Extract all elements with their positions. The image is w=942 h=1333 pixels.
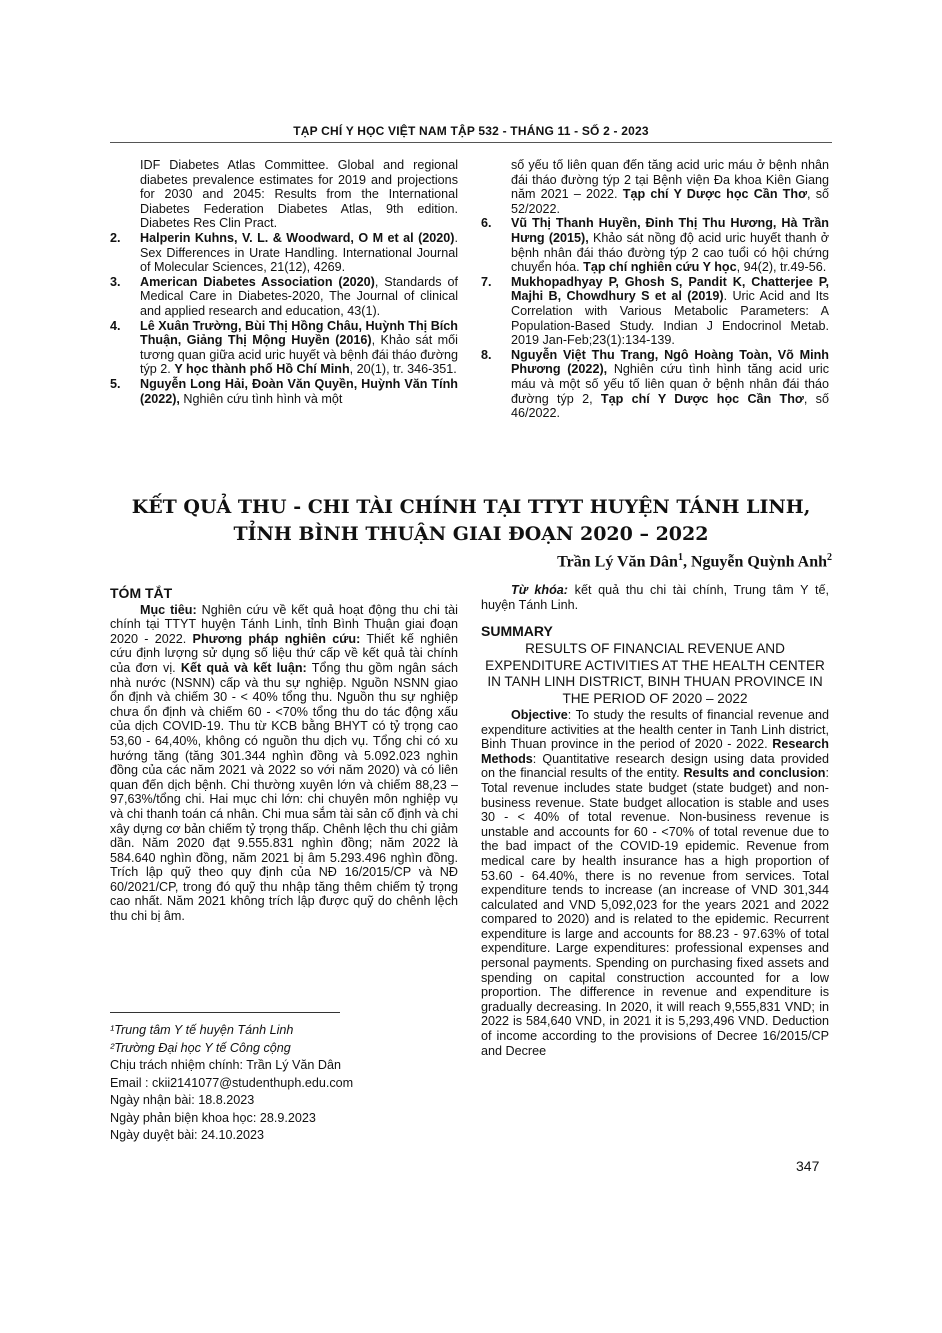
summary-heading: SUMMARY [481, 623, 553, 640]
summary-text: : Total revenue includes state budget (state budget) and non-business revenue. State budget allocation is stable and uses 30 - < 40% of total revenue. Non-business revenue is unstable and accounts for 60 - <70% of total revenue due to the bad impact of the COVID-19 epidemic. Revenue from medical care by health insurance has a high proportion of 53.60 - 64.40%, there is no revenue from services. Total expenditure tends to increase (an increase of VND 301,344 calculated and VND 5,092,023 for the years 2021 and 2022 compared to 2020) and is related to the epidemic. Recurrent expenditure is large and accounts for 88.23 - 97.63% of total expenditure. Large expenditures: professional expenses and personal payments. Spending on purchasing fixed assets and spending on capital construction accounted for a low proportion. The difference in revenue and expenditure is gradually decreasing. In 2020, it will reach 9,555,831 VND; in 2022 is 584,640 VND, in 2021 it is 5,293,496 VND. Deduction of income according to the provisions of Decree 16/2015/CP and Decree [481, 766, 829, 1058]
abstract-text: Tổng thu gồm ngân sách nhà nước (NSNN) cấp và thu sự nghiệp. Nguồn NSNN giao ổn định và chiếm 30 - < 40% tổng thu. Nguồn thu sự nghiệp chưa ổn định và chiếm 60 - <70% tổng thu do tác động xấu của dịch COVID-19. Thu từ KCB bằng BHYT có tỷ trọng cao 53,60 - 64,40%, không có nguồn thu dịch vụ. Tổng chi có xu hướng tăng (tăng 301.344 nghìn đồng và 5.092.023 nghìn đồng của các năm 2021 và 2022 so với năm 2020) và có liên quan đến dịch bệnh. Chi thường xuyên lớn và chiếm 88,23 – 97,63%/tổng chi. Hai mục chi lớn: chi chuyên môn nghiệp vụ và chi thanh toán cá nhân. Chi mua sắm tài sản cố định và chi xây dựng cơ bản chiếm tỷ trọng thấp. Chênh lệch thu chi giảm dần. Năm 2020 đạt 9.555.831 nghìn đồng; năm 2022 là 584.640 nghìn đồng, năm 2021 bị âm 5.293.496 nghìn đồng. Trích lập quỹ theo quy định của NĐ 16/2015/CP và NĐ 60/2021/CP, trong đó quỹ thu nhập tăng thêm chiếm tỷ trọng cao nhất. Năm 2021 không trích lập được quỹ do chênh lệch thu chi bị âm. [110, 660, 458, 924]
keywords-text: kết quả thu chi tài chính, Trung tâm Y tế, huyện Tánh Linh. [481, 583, 829, 612]
reference-journal: Y học thành phố Hồ Chí Minh [174, 362, 350, 377]
reference-authors: Halperin Kuhns, V. L. & Woodward, O M et al (2020) [140, 230, 455, 245]
footnote-review-date: Ngày phản biện khoa học: 28.9.2023 [110, 1110, 316, 1125]
references-left [110, 158, 458, 406]
abstract-label: Mục tiêu: [140, 602, 197, 617]
reference-text: số yếu tố liên quan đến tăng acid uric máu ở bệnh nhân đái tháo đường týp 2 tại Bệnh viện Đa khoa Kiên Giang năm 2021 – 2022. [511, 158, 829, 202]
keywords [481, 583, 829, 612]
abstract-label: Phương pháp nghiên cứu: [192, 631, 361, 646]
footnote-email: Email : ckii2141077@studenthuph.edu.com [110, 1075, 354, 1090]
footnote-affiliation: ²Trường Đại học Y tế Công cộng [110, 1040, 291, 1055]
reference-item [481, 216, 829, 274]
abstract-body [110, 603, 458, 924]
journal-header: TẠP CHÍ Y HỌC VIỆT NAM TẬP 532 - THÁNG 11 - SỐ 2 - 2023 [293, 124, 649, 138]
summary-label: Objective [511, 707, 568, 722]
reference-authors: Lê Xuân Trường, Bùi Thị Hồng Châu, Huỳnh Thị Bích Thuận, Giảng Thị Mộng Huyền (2016) [140, 318, 458, 348]
reference-text: , 94(2), tr.49-56. [736, 260, 827, 275]
reference-text: , 20(1), tr. 346-351. [349, 362, 457, 377]
reference-number: 4. [110, 318, 121, 333]
summary-label: Results and conclusion [683, 766, 826, 781]
reference-number: 5. [110, 376, 121, 391]
reference-authors: Mukhopadhyay P, Ghosh S, Pandit K, Chatterjee P, Majhi B, Chowdhury S et al (2019) [511, 274, 829, 304]
reference-number: 8. [481, 347, 492, 362]
abstract-section [110, 586, 458, 924]
footnote-divider [110, 1012, 340, 1013]
reference-item [110, 275, 458, 319]
reference-text: . Uric Acid and Its Correlation with Various Metabolic Parameters: A Population-Based Study. Indian J Endocrinol Metab. 2019 Jan-Feb;23(1):134-139. [511, 289, 829, 348]
footnote-received-date: Ngày nhận bài: 18.8.2023 [110, 1093, 255, 1107]
header-divider [110, 142, 832, 143]
author-affiliation-mark: 1 [677, 552, 683, 563]
title-line: TỈNH BÌNH THUẬN GIAI ĐOẠN 2020 – 2022 [233, 523, 709, 545]
reference-item [481, 348, 829, 421]
reference-text: , số 46/2022. [511, 391, 829, 421]
keywords-label: Từ khóa: [511, 583, 568, 597]
abstract-label: Kết quả và kết luận: [180, 660, 307, 675]
abstract-heading: TÓM TẮT [110, 585, 173, 601]
summary-body [481, 708, 829, 1058]
reference-number: 7. [481, 274, 492, 289]
footnote-accepted-date: Ngày duyệt bài: 24.10.2023 [110, 1128, 265, 1142]
reference-authors: Nguyễn Việt Thu Trang, Ngô Hoàng Toàn, Võ Minh Phương (2022), [511, 347, 829, 377]
summary-section [481, 583, 829, 1058]
reference-item [110, 377, 458, 406]
reference-authors: American Diabetes Association (2020) [140, 274, 375, 289]
summary-text: : To study the results of financial revenue and expenditure activities at the health center in Tanh Linh district, Binh Thuan province in the period of 2020 - 2022. [481, 707, 829, 752]
summary-text: : Quantitative research design using data provided on the financial results of the entity. [481, 751, 829, 781]
abstract-text: Nghiên cứu về kết quả hoạt động thu chi tài chính tại TTYT huyện Tánh Linh, tỉnh Bình Thuận giai đoạn 2020 - 2022. [110, 602, 458, 646]
reference-item [481, 158, 829, 216]
author-list [557, 552, 832, 571]
reference-item [110, 231, 458, 275]
reference-number: 2. [110, 230, 121, 245]
reference-authors: Nguyễn Long Hải, Đoàn Văn Quyền, Huỳnh Văn Tính (2022), [140, 376, 458, 406]
author-name: Trần Lý Văn Dân [557, 553, 678, 571]
reference-text: Nghiên cứu tình hình tăng acid uric máu và một số yếu tố liên quan ở bệnh nhân đái tháo đường týp 2, [511, 362, 829, 406]
reference-text: Khảo sát nồng độ acid uric huyết thanh ở bệnh nhân đái tháo đường týp 2 cao tuổi có hội chứng chuyển hóa. [511, 230, 829, 275]
page-number: 347 [796, 1158, 820, 1174]
reference-number: 3. [110, 274, 121, 289]
reference-number: 6. [481, 216, 492, 231]
author-separator: , [682, 553, 691, 571]
summary-title: RESULTS OF FINANCIAL REVENUE AND EXPENDITURE ACTIVITIES AT THE HEALTH CENTER IN TANH LINH DISTRICT, BINH THUAN PROVINCE IN THE PERIOD OF 2020 – 2022 [485, 640, 825, 707]
footnote-contact: Chịu trách nhiệm chính: Trần Lý Văn Dân [110, 1058, 342, 1072]
references-right [481, 158, 829, 421]
abstract-text: Thiết kế nghiên cứu định lượng sử dụng số liệu thứ cấp về kết quả tài chính của đơn vị. [110, 631, 458, 675]
footnote-affiliation: ¹Trung tâm Y tế huyện Tánh Linh [110, 1023, 294, 1037]
reference-item [110, 158, 458, 231]
reference-text: , số 52/2022. [511, 187, 830, 216]
reference-text: Nghiên cứu tình hình và một [179, 391, 343, 406]
reference-text: . Sex Differences in Urate Handling. International Journal of Molecular Sciences, 21(12), 4269. [140, 230, 458, 275]
reference-authors: Vũ Thị Thanh Huyền, Đinh Thị Thu Hương, Hà Trần Hưng (2015), [511, 216, 829, 245]
author-name: Nguyễn Quỳnh Anh [690, 553, 827, 571]
summary-label: Research Methods [481, 737, 829, 766]
reference-text: IDF Diabetes Atlas Committee. Global and regional diabetes prevalence estimates for 2019 and projections for 2030 and 2045: Results from the International Diabetes Federation Diabetes Atlas, 9th edition. Diabetes Res Clin Pract. [140, 158, 458, 231]
article-title [110, 494, 832, 548]
reference-text: , Khảo sát mối tương quan giữa acid uric huyết và bệnh đái tháo đường týp 2. [140, 333, 458, 377]
reference-item [481, 275, 829, 348]
reference-text: , Standards of Medical Care in Diabetes-2020, The Journal of clinical and applied research and education, 43(1). [140, 274, 458, 318]
reference-journal: Tạp chí Y Dược học Cần Thơ [622, 187, 808, 202]
title-line: KẾT QUẢ THU - CHI TÀI CHÍNH TẠI TTYT HUYỆN TÁNH LINH, [131, 496, 811, 518]
reference-item [110, 319, 458, 377]
reference-journal: Tạp chí Y Dược học Cần Thơ [600, 391, 804, 406]
author-affiliation-mark: 2 [827, 552, 832, 563]
footnotes [110, 1022, 450, 1145]
reference-journal: Tạp chí nghiên cứu Y học [583, 260, 737, 275]
